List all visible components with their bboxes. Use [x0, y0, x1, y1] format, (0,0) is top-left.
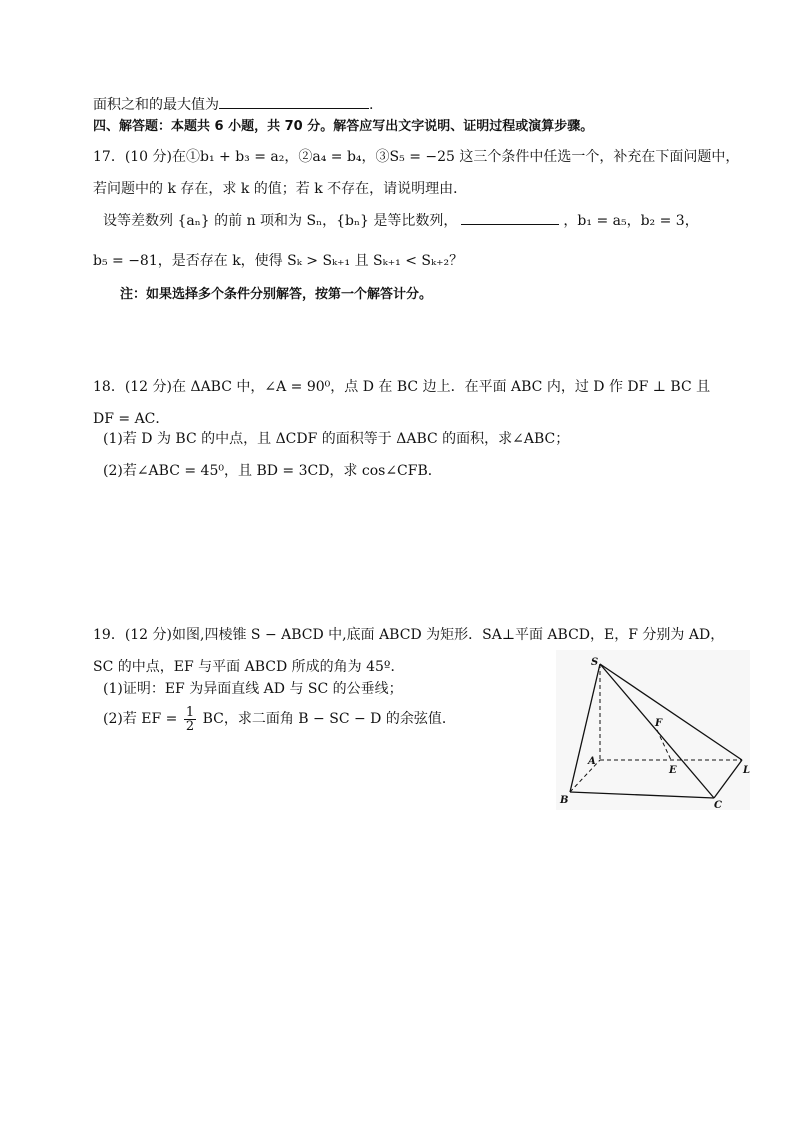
- fraction: [184, 706, 196, 733]
- vertex-label-B: B: [560, 795, 569, 806]
- prev-question-text: 面积之和的最大值为: [93, 97, 219, 113]
- section-heading: 四、解答题：本题共 6 小题，共 70 分。解答应写出文字说明、证明过程或演算步骤。: [93, 119, 594, 134]
- q19-part2-b: BC，求二面角 B − SC − D 的余弦值．: [202, 711, 456, 727]
- q19-part1: (1)证明：EF 为异面直线 AD 与 SC 的公垂线；: [103, 681, 403, 697]
- vertex-label-D: L: [743, 765, 750, 776]
- q18-line2: DF = AC．: [93, 411, 170, 427]
- vertex-label-S: S: [591, 657, 599, 668]
- q19-line1: 19．(12 分)如图,四棱锥 S − ABCD 中,底面 ABCD 为矩形．SA⊥平面 ABCD，E，F 分别为 AD，: [93, 627, 725, 643]
- vertex-label-C: C: [714, 800, 722, 810]
- q18-part1: (1)若 D 为 BC 的中点，且 ΔCDF 的面积等于 ΔABC 的面积，求∠ABC；: [103, 431, 570, 447]
- q17-line3-a: 设等差数列 {aₙ} 的前 n 项和为 Sₙ，{bₙ} 是等比数列，: [103, 213, 458, 229]
- q19-part2-a: (2)若 EF =: [103, 711, 178, 727]
- prev-question-period: .: [369, 97, 374, 113]
- q17-note: 注：如果选择多个条件分别解答，按第一个解答计分。: [120, 287, 433, 302]
- q17-line4: b₅ = −81，是否存在 k，使得 Sₖ > Sₖ₊₁ 且 Sₖ₊₁ < Sₖ₊₂？: [93, 253, 464, 269]
- fraction-numerator: 1: [185, 704, 195, 720]
- q17-line2: 若问题中的 k 存在，求 k 的值；若 k 不存在，请说明理由．: [93, 181, 468, 197]
- pyramid-figure: [556, 650, 750, 810]
- q18-line1: 18．(12 分)在 ΔABC 中，∠A = 90⁰，点 D 在 BC 边上．在平面 ABC 内，过 D 作 DF ⊥ BC 且: [93, 379, 711, 395]
- q17-line3: [103, 212, 699, 230]
- prev-question-tail: [93, 96, 373, 114]
- q17-line1: 17．(10 分)在①b₁ + b₃ = a₂，②a₄ = b₄，③S₅ = −25 这三个条件中任选一个，补充在下面问题中，: [93, 149, 740, 165]
- point-label-E: E: [669, 765, 677, 776]
- q18-part2: (2)若∠ABC = 45⁰，且 BD = 3CD，求 cos∠CFB．: [103, 463, 442, 479]
- fraction-denominator: 2: [185, 718, 195, 734]
- q17-line3-b: ，b₁ = a₅，b₂ = 3，: [563, 213, 699, 229]
- answer-blank: [219, 96, 369, 109]
- q19-line2: SC 的中点，EF 与平面 ABCD 所成的角为 45º．: [93, 659, 405, 675]
- vertex-label-A: A: [588, 756, 596, 767]
- point-label-F: F: [655, 718, 663, 729]
- q17-condition-blank: [461, 212, 559, 225]
- q19-part2: [103, 704, 456, 734]
